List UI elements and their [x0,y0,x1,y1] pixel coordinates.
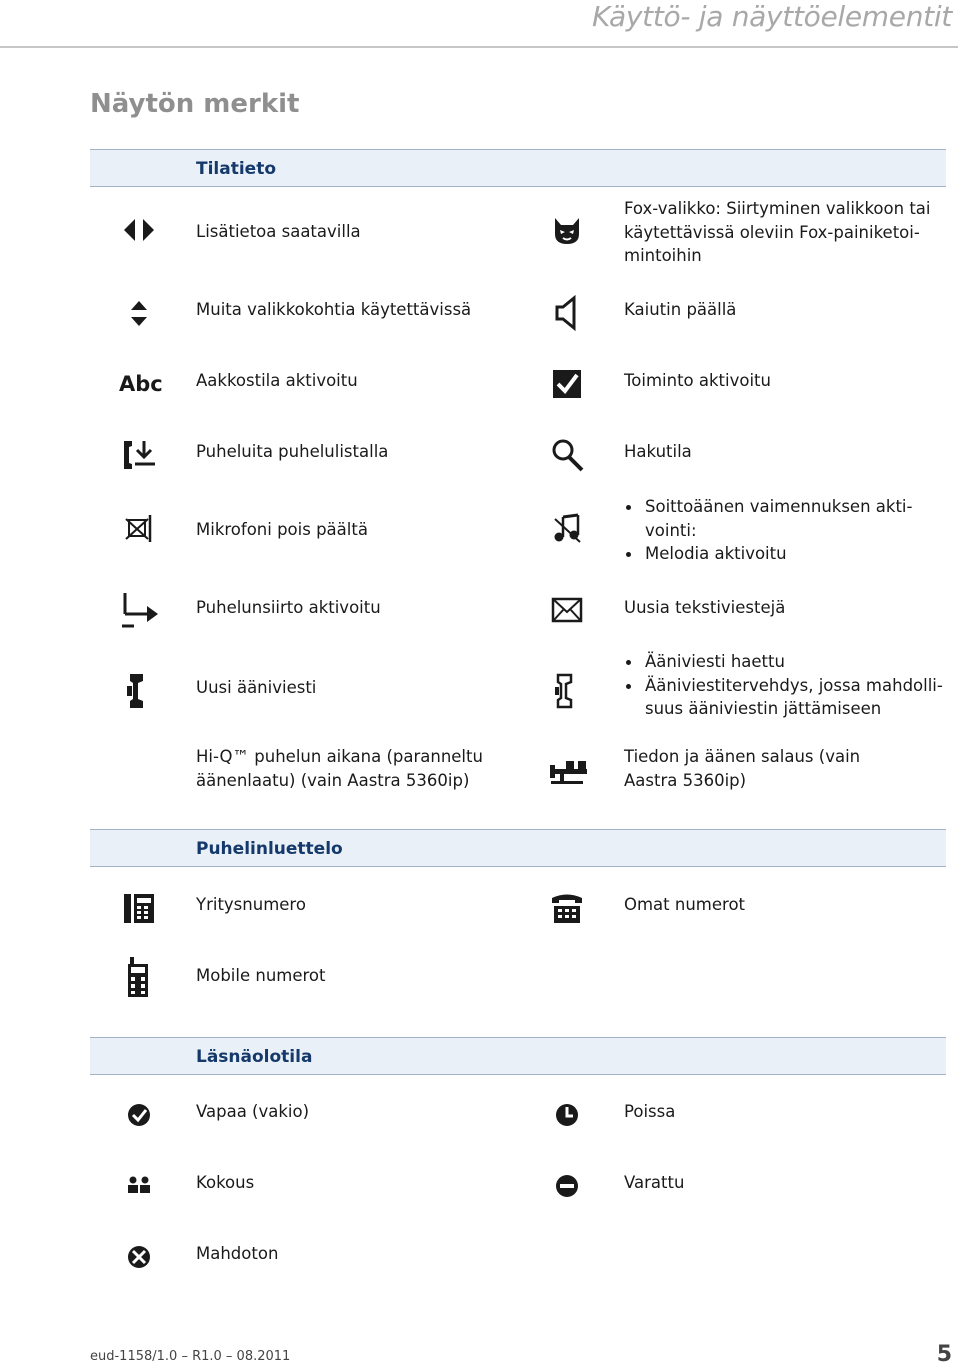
meeting-text: Kokous [196,1173,255,1192]
mobile-numbers-text: Mobile numerot [196,966,326,985]
checkbox-icon [547,364,587,404]
page-number: 5 [936,1342,952,1367]
function-active-text: Toiminto aktivoitu [624,371,771,390]
voicemail-icon [119,671,159,711]
encryption-text: Tiedon ja äänen salaus (vain Aastra 5360ip) [624,747,861,790]
mobile-phone-icon [119,957,159,997]
clock-icon [547,1095,587,1135]
bullet-voicemail-greeting: Ääniviestitervehdys, jossa mahdolli- suus ääniviestin jättämiseen [624,674,943,721]
envelope-icon [547,590,587,630]
fox-menu-text: Fox-valikko: Siirtyminen valikkoon tai käytettävissä oleviin Fox-painiketoi- mintoihin [624,199,931,265]
hiq-text: Hi-Q™ puhelun aikana (paranneltu äänenlaatu) (vain Aastra 5360ip) [196,747,483,790]
more-menu-text: Muita valikkokohtia käytettävissä [196,300,472,319]
company-number-icon [119,888,159,928]
mic-off-icon [119,509,159,549]
voicemail-outline-icon [547,671,587,711]
encryption-icon [547,752,591,792]
busy-icon [547,1166,587,1206]
busy-text: Varattu [624,1173,685,1192]
bullet-ring-mute: Soittoäänen vaimennuksen akti- vointi: [624,495,912,542]
up-down-arrows-icon [119,293,159,333]
speaker-text: Kaiutin päällä [624,300,737,319]
magnifier-icon [547,435,587,475]
meeting-icon [119,1166,159,1206]
call-list-text: Puheluita puhelulistalla [196,442,389,461]
music-note-icon [547,509,587,549]
bullet-voicemail-fetched: Ääniviesti haettu [624,650,943,674]
header-divider [0,46,958,48]
absent-text: Poissa [624,1102,676,1121]
speaker-icon [547,293,587,333]
own-numbers-text: Omat numerot [624,895,746,914]
mic-off-text: Mikrofoni pois päältä [196,520,368,539]
abc-mode-text: Aakkostila aktivoitu [196,371,358,390]
section-title-directory: Puhelinluettelo [196,839,343,859]
free-status-text: Vapaa (vakio) [196,1102,310,1121]
unavailable-icon [119,1237,159,1277]
fox-icon [547,210,587,250]
page-heading: Näytön merkit [90,89,300,119]
section-title-presence: Läsnäolotila [196,1047,313,1067]
abc-icon: Abc [119,372,163,396]
section-title-status: Tilatieto [196,159,277,179]
chapter-title: Käyttö- ja näyttöelementit [591,0,952,33]
document-id: eud-1158/1.0 – R1.0 – 08.2011 [90,1349,291,1364]
free-status-icon [119,1095,159,1135]
call-forward-text: Puhelunsiirto aktivoitu [196,598,381,617]
company-number-text: Yritysnumero [196,895,306,914]
ring-mute-text [624,495,912,566]
search-text: Hakutila [624,442,692,461]
desk-phone-icon [547,888,587,928]
bullet-melody: Melodia aktivoitu [624,542,912,566]
call-list-icon [119,435,159,475]
new-sms-text: Uusia tekstiviestejä [624,598,786,617]
more-info-text: Lisätietoa saatavilla [196,222,361,241]
left-right-arrows-icon [119,210,159,250]
call-forward-icon [119,590,159,630]
new-voicemail-text: Uusi ääniviesti [196,678,317,697]
voicemail-fetched-text [624,650,943,721]
unavailable-text: Mahdoton [196,1244,279,1263]
